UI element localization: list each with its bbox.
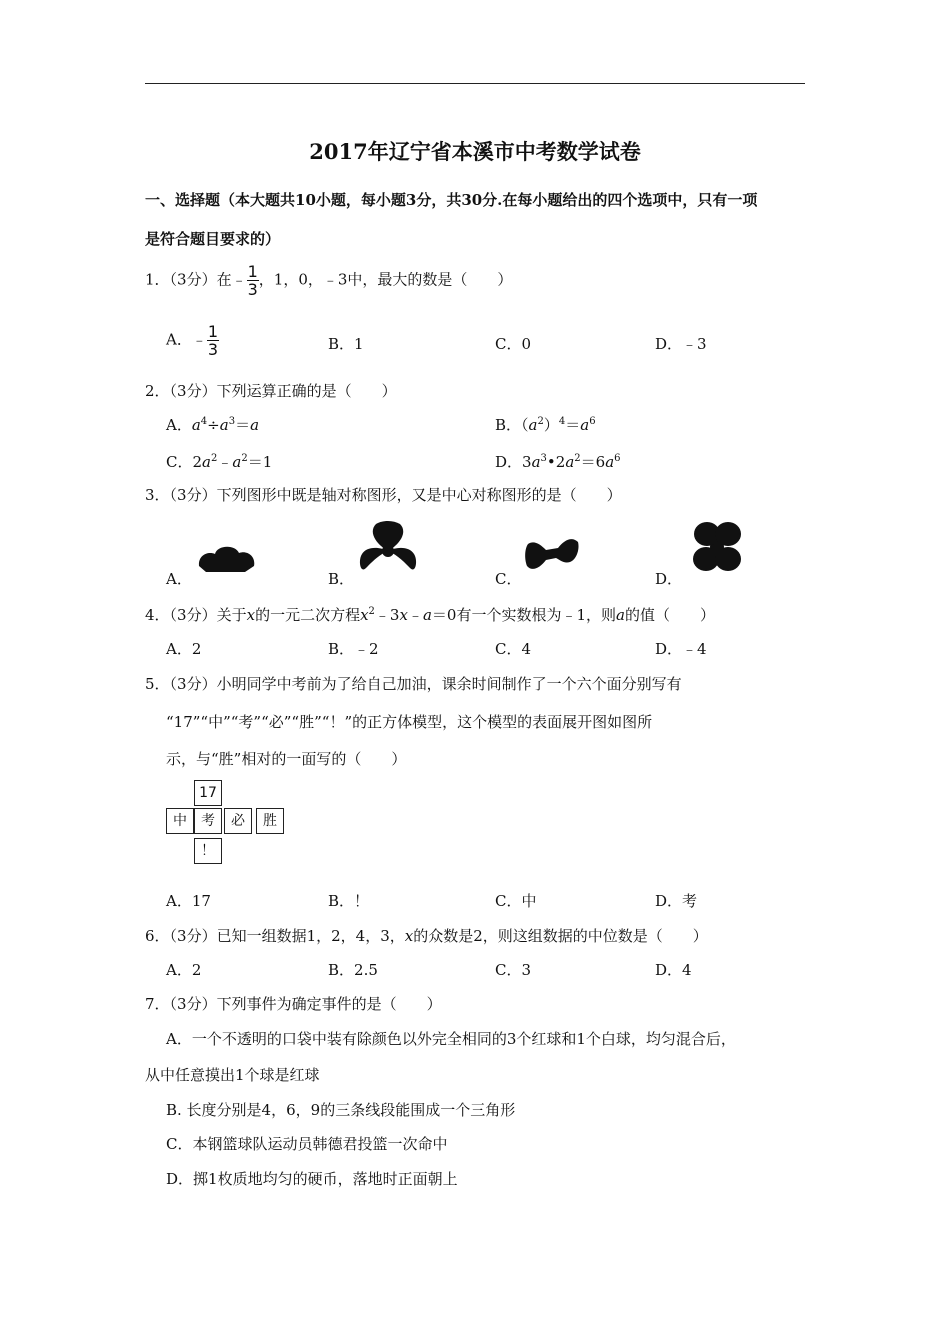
question-5-line2: “17”“中”“考”“必”“胜”“！”的正方体模型，这个模型的表面展开图如图所 — [166, 713, 653, 731]
q5-option-d[interactable]: D．考 — [655, 892, 698, 910]
q1-option-d[interactable]: D．﹣3 — [655, 335, 707, 353]
q6-option-a[interactable]: A．2 — [166, 961, 202, 979]
q7-option-d[interactable]: D．掷1枚质地均匀的硬币，落地时正面朝上 — [166, 1170, 458, 1188]
header-rule — [145, 83, 805, 84]
q5-option-b[interactable]: B．！ — [328, 892, 370, 910]
q6-option-c[interactable]: C．3 — [495, 961, 532, 979]
q3-option-d[interactable]: D． — [655, 570, 683, 588]
q4-option-b[interactable]: B．﹣2 — [328, 640, 379, 658]
fraction-one-third: $\frac{1}{3}$ — [207, 322, 219, 359]
q4-option-c[interactable]: C．4 — [495, 640, 532, 658]
cloud-shape-icon — [196, 540, 258, 576]
fraction-one-third: $\frac{1}{3}$ — [247, 262, 258, 299]
q5-option-c[interactable]: C．中 — [495, 892, 537, 910]
q2-option-b[interactable]: B．$(a^2)^4=a^6$ — [495, 416, 596, 434]
question-1: 1．（3分）在﹣ $\frac{1}{3}$ ，1，0，﹣3中，最大的数是（ ） — [145, 262, 513, 299]
question-3: 3．（3分）下列图形中既是轴对称图形，又是中心对称图形的是（ ） — [145, 486, 622, 504]
net-cell-3: 必 — [224, 808, 252, 834]
bowtie-shape-icon — [524, 534, 580, 574]
net-cell-2: 考 — [194, 808, 222, 834]
q7-option-a-line2[interactable]: 从中任意摸出1个球是红球 — [145, 1066, 320, 1084]
q2-option-c[interactable]: C．$2a^2﹣a^2=1$ — [166, 453, 273, 471]
q3-option-a[interactable]: A． — [166, 570, 192, 588]
question-6: 6．（3分）已知一组数据1，2，4，3，x的众数是2，则这组数据的中位数是（ ） — [145, 927, 708, 945]
q7-option-c[interactable]: C．本钢篮球队运动员韩德君投篮一次命中 — [166, 1135, 448, 1153]
four-leaf-shape-icon — [684, 518, 750, 576]
q1-option-b[interactable]: B．1 — [328, 335, 364, 353]
net-cell-1: 中 — [166, 808, 194, 834]
q3-option-b[interactable]: B． — [328, 570, 355, 588]
q2-option-d[interactable]: D．$3a^3•2a^2=6a^6$ — [495, 453, 621, 471]
q1-option-c[interactable]: C．0 — [495, 335, 532, 353]
net-cell-4: 胜 — [256, 808, 284, 834]
q1-option-a[interactable]: A．﹣ $\frac{1}{3}$ — [166, 322, 219, 359]
q4-option-d[interactable]: D．﹣4 — [655, 640, 707, 658]
cube-net-figure — [166, 780, 286, 865]
q3-option-c[interactable]: C． — [495, 570, 522, 588]
question-5-line1: 5．（3分）小明同学中考前为了给自己加油，课余时间制作了一个六个面分别写有 — [145, 675, 682, 693]
q7-option-a-line1[interactable]: A．一个不透明的口袋中装有除颜色以外完全相同的3个红球和1个白球，均匀混合后， — [166, 1030, 736, 1048]
page-title: 2017年辽宁省本溪市中考数学试卷 — [309, 139, 641, 164]
section-heading-line2: 是符合题目要求的） — [145, 230, 281, 248]
question-5-line3: 示，与“胜”相对的一面写的（ ） — [166, 750, 407, 768]
net-cell-bottom: ！ — [194, 838, 222, 864]
q5-option-a[interactable]: A．17 — [166, 892, 211, 910]
q6-option-b[interactable]: B．2.5 — [328, 961, 378, 979]
question-4: 4．（3分）关于x的一元二次方程$x^2﹣3x﹣a=0$有一个实数根为﹣1，则a的值（ ） — [145, 606, 715, 624]
q7-option-b[interactable]: B. 长度分别是4，6，9的三条线段能围成一个三角形 — [166, 1101, 516, 1119]
q6-option-d[interactable]: D．4 — [655, 961, 692, 979]
section-heading-line1: 一、选择题（本大题共10小题，每小题3分，共30分.在每小题给出的四个选项中，只有一项 — [145, 191, 758, 209]
question-7: 7．（3分）下列事件为确定事件的是（ ） — [145, 995, 442, 1013]
net-cell-top: 17 — [194, 780, 222, 806]
question-2: 2．（3分）下列运算正确的是（ ） — [145, 382, 397, 400]
three-blade-shape-icon — [356, 520, 420, 576]
q2-option-a[interactable]: A．$a^4\div a^3=a$ — [166, 416, 260, 434]
q4-option-a[interactable]: A．2 — [166, 640, 202, 658]
